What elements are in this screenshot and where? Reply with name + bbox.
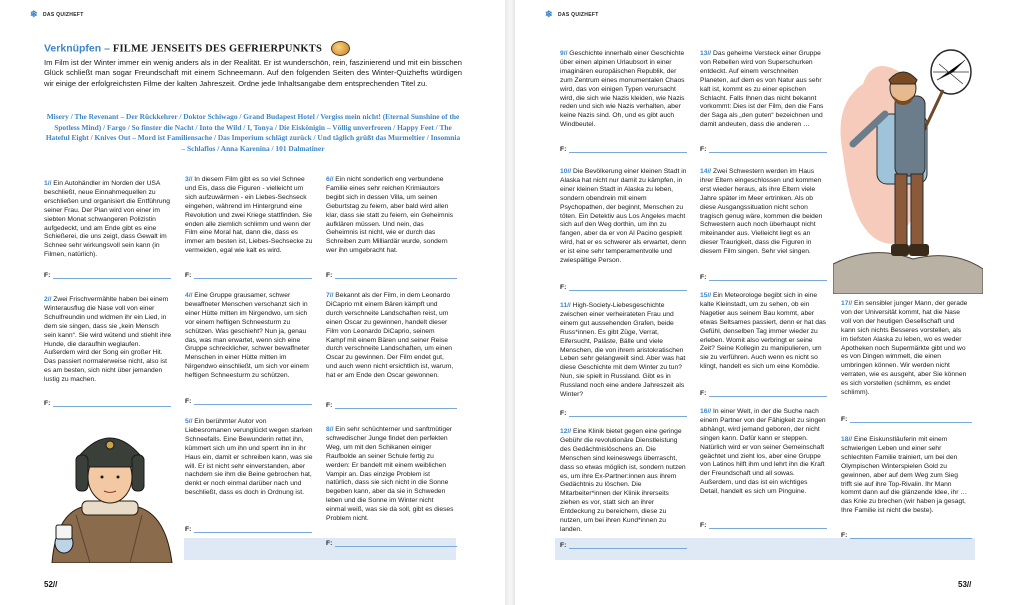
page-number-left: 52// xyxy=(44,580,58,589)
right-page xyxy=(515,0,1020,605)
fargo-officer-illustration xyxy=(42,415,178,563)
answer-field-6[interactable]: F: xyxy=(326,272,457,279)
film-title-list: Misery / The Revenant – Der Rückkehrer / Doktor Schiwago / Grand Budapest Hotel / Vergiss mein nicht! (Eternal Sunshine of the Spotless Mind) / Fargo / So finster die Nacht / Into the Wild / I, Tonya / Die Eiskönigin – Völlig unverfroren / Happy Feet / The Hateful Eight / Knives Out – Mord ist Familiensache / Das Imperium schlägt zurück / Und täglich grüßt das Murmeltier / Insomnia – Schlaflos / Anna Karenina / 101 Dalmatiner xyxy=(45,112,461,153)
intro-text: Im Film ist der Winter immer ein wenig anders als in der Realität. Er ist wunderschön, rein, faszinierend und mit ein bisschen Glück schließt man sogar Freundschaft mit einem Schneemann. Auf den folgenden Seiten des Winter-Quizhefts würdigen wir einige der erfolgreichsten Filme der kalten Jahreszeit. Ordne jede Inhaltsangabe dem entsprechenden Titel zu. xyxy=(44,58,462,88)
question-5: 5// Ein berühmter Autor von Liebesromanen verunglückt wegen starken Schneefalls. Eine Bewunderin rettet ihn, kümmert sich um ihn und sperrt ihn in ihr Haus ein, damit er schreiben kann, was sie will. Er ist nicht sehr einverstanden, aber nachdem sie ihm die Beine gebrochen hat, denkt er noch einmal darüber nach und beschließt, dass es doch in Ordnung ist. xyxy=(185,418,313,497)
question-15: 15// Ein Meteorologe begibt sich in eine kalte Kleinstadt, um zu sehen, ob ein Nagetier aus seinem Bau kommt, aber etwas Seltsames passiert, denn er hat das Gefühl, denselben Tag immer wieder zu erleben. Womit also verbringt er seine Zeit? Seine Kollegin zu manipulieren, um sie zu verführen. Auch wenn es nicht so klingt, handelt es sich um eine Komödie. xyxy=(700,292,827,371)
right-header xyxy=(545,10,599,19)
answer-field-5[interactable]: F: xyxy=(185,526,312,533)
question-8: 8// Ein sehr schüchterner und sanftmütiger schwedischer Junge findet den perfekten Weg, um mit den Schikanen einiger Raufbolde an seiner Schule fertig zu werden: Er bandelt mit einem weiblichen Vampir an. Das einzige Problem ist natürlich, dass sie sich nicht in die Sonne begeben kann, aber da sie in Schweden leben und die Sonne im Winter nicht einmal weiß, was sie da soll, gibt es dieses Problem nicht. xyxy=(326,426,454,523)
answer-field-1[interactable]: F: xyxy=(44,272,171,279)
answer-field-2[interactable]: F: xyxy=(44,400,171,407)
page-title xyxy=(44,41,350,56)
answer-field-11[interactable]: F: xyxy=(560,410,687,417)
snowflake-icon: ❄ xyxy=(545,9,553,19)
answer-field-7[interactable]: F: xyxy=(326,402,457,409)
question-10: 10// Die Bevölkerung einer kleinen Stadt in Alaska hat nicht nur damit zu kämpfen, in einer kleinen Stadt in Alaska zu leben, sondern obendrein mit einem Psychopathen, der beginnt, Menschen zu töten. Ein Detektiv aus Los Angeles macht sich auf den Weg dorthin, um ihn zu fangen, aber da er von Al Pacino gespielt wird, hat er es schwerer als erwartet, denn er ist eine sehr temperamentvolle und zwiespältige Person. xyxy=(560,168,687,265)
answer-field-3[interactable]: F: xyxy=(185,272,312,279)
question-16: 16// In einer Welt, in der die Suche nach einem Partner von der Fähigkeit zu singen abhängt, wird jemand geboren, der nicht singen kann. Dafür kann er steppen. Natürlich wird er von seiner Gemeinschaft geächtet und zieht los, aber eine Gruppe von Latinos hilft ihm und lehrt ihn die Kraft der Freundschaft und all sowas. Außerdem, und das ist ein wichtiges Detail, handelt es sich um Pinguine. xyxy=(700,408,826,496)
question-6: 6// Ein nicht sonderlich eng verbundene Familie eines sehr reichen Krimiautors begibt sich in dessen Villa, um seinen Geburtstag zu feiern, aber bald wird allen klar, dass sie statt zu feiern, ein Geheimnis aufklären müssen. Und nein, das Geheimnis ist nicht, wie er durch das Schreiben zum Milliardär wurde, sondern wer ihn umgebracht hat. xyxy=(326,176,454,255)
question-11: 11// High-Society-Liebesgeschichte zwischen einer verheirateten Frau und einem gut aussehenden Grafen, beide Russ*innen. Es gibt Züge, Verrat, Eifersucht, Paläste, Bälle und viele Menschen, die von ihrem aristokratischen Leben sehr gelangweilt sind. Aber was hat diese Geschichte mit dem Winter zu tun? Nun, sie spielt in Russland. Gibt es in Russland noch eine andere Jahreszeit als Winter? xyxy=(560,302,686,399)
question-14: 14// Zwei Schwestern werden im Haus ihrer Eltern eingeschlossen und kommen erst wieder heraus, als ihre Eltern viele Jahre später im Meer ertrinken. Als ob diese Ausgangssituation nicht schon tragisch genug wäre, kommen die beiden Schwestern auch noch überhaupt nicht miteinander aus. Vielleicht liegt es an dieser Traurigkeit, dass die Figuren in diesem Film singen. Sehr viel singen. xyxy=(700,168,823,256)
question-4: 4// Eine Gruppe grausamer, schwer bewaffneter Menschen verschanzt sich in einer Hütte mitten im Nirgendwo, um sich vor einem heftigen Schneesturm zu schützen. Was geschieht? Nun ja, genau das, was man erwartet, wenn sich eine Gruppe schrecklicher, schwer bewaffneter Menschen in einer Hütte mitten im Nirgendwo einschließt, um sich vor einem heftigen Schneesturm zu schützen. xyxy=(185,292,310,380)
question-13: 13// Das geheime Versteck einer Gruppe von Rebellen wird von Superschurken entdeckt. Auf einem verschneiten Planeten, auf dem es von Natur aus sehr kalt ist, kommt es zu einer epischen Schlacht. Falls Ihnen das nicht bekannt vorkommt: Dies ist der Film, den die Fans der Saga als „den guten“ bezeichnen und damit andeuten, dass die anderen … xyxy=(700,50,824,129)
answer-field-17[interactable]: F: xyxy=(841,416,972,423)
answer-field-14[interactable]: F: xyxy=(700,274,827,281)
answer-field-4[interactable]: F: xyxy=(185,398,312,405)
left-page xyxy=(0,0,505,605)
title-main: FILME JENSEITS DES GEFRIERPUNKTS xyxy=(112,43,323,55)
answer-field-13[interactable]: F: xyxy=(700,146,827,153)
snowflake-icon: ❄ xyxy=(30,9,38,19)
popcorn-icon xyxy=(331,41,350,56)
answer-field-10[interactable]: F: xyxy=(560,284,687,291)
title-prefix: Verknüpfen – xyxy=(44,42,110,55)
book-gutter xyxy=(505,0,515,605)
question-9: 9// Geschichte innerhalb einer Geschichte über einen alpinen Urlaubsort in einer imaginären europäischen Republik, der zum Zentrum eines monumentalen Chaos wird, das von einigen Typen verursacht wird, die sich wie Nazis kleiden, wie Nazis reden und sich wie Nazis verhalten, aber keine Nazis sind. Oh, und es gibt auch Windbeutel. xyxy=(560,50,685,129)
answer-field-9[interactable]: F: xyxy=(560,146,687,153)
answer-field-12[interactable]: F: xyxy=(560,542,687,549)
answer-field-15[interactable]: F: xyxy=(700,390,827,397)
hiker-illustration xyxy=(833,44,983,294)
answer-field-18[interactable]: F: xyxy=(841,532,972,539)
question-18: 18// Eine Eiskunstläuferin mit einem schwierigen Leben und einer sehr schlechten Familie trainiert, um bei den Olympischen Winterspielen Gold zu gewinnen, aber auf dem Weg zum Sieg trifft sie auf ihre Top-Rivalin. Ihr Mann kommt dann auf die glänzende Idee, ihr … das Knie zu brechen (wir haben ja gesagt, Ihre Familie ist nicht die beste). xyxy=(841,436,968,515)
header-label: DAS QUIZHEFT xyxy=(43,11,84,18)
question-17: 17// Ein sensibler junger Mann, der gerade von der Universität kommt, hat die Nase voll von der heutigen Gesellschaft und kann sich nichts Besseres vorstellen, als im tiefsten Alaska zu leben, wo es weder Apotheken noch Supermärkte gibt und wo es von Dingen wimmelt, die einen umbringen können. Wir werden nicht verraten, wie es ausgeht, aber Sie können es sich vorstellen (schlimm, es endet schlimm). xyxy=(841,300,968,397)
left-header xyxy=(30,10,84,19)
header-label: DAS QUIZHEFT xyxy=(558,11,599,18)
answer-field-8[interactable]: F: xyxy=(326,540,457,547)
question-12: 12// Eine Klinik bietet gegen eine geringe Gebühr die revolutionäre Dienstleistung des Gedächtnislöschens an. Die Menschen sind keineswegs überrascht, dass so etwas möglich ist, sondern nutzen es, um ihre Ex-Partner:innen aus ihrem Gedächtnis zu löschen. Die Mitarbeiter*innen der Klinik ihrerseits ziehen es vor, statt sich an ihrer Entdeckung zu bereichern, diese zu nutzen, um bei ihren Kund*innen zu landen. xyxy=(560,428,686,533)
question-1: 1// Ein Autohändler im Norden der USA beschließt, neue Einnahmequellen zu erschließen und organisiert die Entführung seiner Frau. Der Plan wird von einer im siebten Monat schwangeren Polizistin aufgedeckt, und am Ende gibt es eine Schießerei, die uns zeigt, dass Gewalt im Schnee sehr wirkungsvoll sein kann (in Filmen, natürlich). xyxy=(44,180,171,259)
question-2: 2// Zwei Frischvermählte haben bei einem Winterausflug die Nase voll von einer Schulfreundin und widmen ihr ein Lied, in dem sie singen, dass sie „kein Mensch sein kann“. Sie wird wütend und stiehlt ihre Hunde, die daraufhin weglaufen. Außerdem wird der Song ein großer Hit. Das passiert normalerweise nicht, also ist es am besten, sich nicht über jemanden lustig zu machen. xyxy=(44,296,172,384)
answer-field-16[interactable]: F: xyxy=(700,522,827,529)
question-3: 3// In diesem Film gibt es so viel Schnee und Eis, dass die Figuren - vielleicht um sich aufzuwärmen - ein Liebes-Sechseck eingehen, während im Hintergrund eine Revolution und zwei Kriege stattfinden. Sie enden alle ziemlich schlimm und wenn der Film eine Moral hat, dann die, dass es immer am besten ist, Liebes-Sechsecke zu vermeiden, egal wie kalt es wird. xyxy=(185,176,313,255)
question-7: 7// Bekannt als der Film, in dem Leonardo DiCaprio mit einem Bären kämpft und durch verschneite Landschaften reist, um einen Oscar zu gewinnen, handelt dieser Film von Leonardo DiCaprio, seinem Kampf mit einem Bären und seiner Reise durch verschneite Landschaften, um einen Oscar zu gewinnen. Der Film endet gut, und auch wenn nicht ersichtlich ist, warum, hat er am Ende den Oscar gewonnen. xyxy=(326,292,454,380)
page-number-right: 53// xyxy=(958,580,972,589)
